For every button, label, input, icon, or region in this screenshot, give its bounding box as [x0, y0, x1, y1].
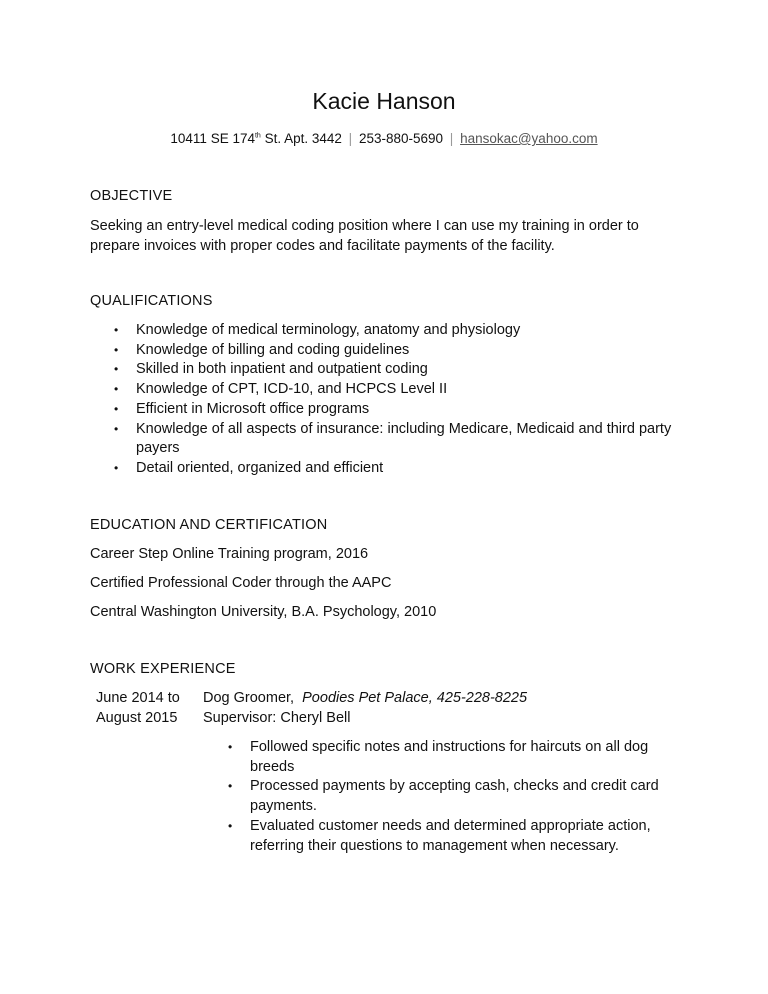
list-item	[114, 380, 676, 400]
education-line: Career Step Online Training program, 2016	[90, 546, 369, 562]
bullet-icon: •	[114, 342, 119, 357]
bullet-icon: •	[114, 421, 119, 436]
list-item	[114, 321, 676, 341]
list-item	[228, 777, 680, 816]
employer: Poodies Pet Palace, 425-228-8225	[302, 690, 528, 706]
date-end: August 2015	[96, 710, 178, 726]
bullet-icon: •	[114, 362, 119, 377]
list-item-text: Knowledge of billing and coding guidelines	[136, 341, 410, 358]
date-start: June 2014 to	[96, 690, 180, 706]
email-link[interactable]: hansokac@yahoo.com	[460, 131, 598, 146]
list-item-text: Knowledge of all aspects of insurance: including Medicare, Medicaid and third party payers	[136, 420, 672, 457]
list-item-text: Efficient in Microsoft office programs	[136, 400, 370, 417]
list-item-text: Knowledge of medical terminology, anatomy and physiology	[136, 322, 521, 338]
qualifications-heading: QUALIFICATIONS	[90, 293, 213, 309]
bullet-icon: •	[228, 779, 233, 794]
page-title: Kacie Hanson	[312, 88, 456, 114]
list-item	[114, 459, 676, 479]
list-item	[114, 420, 676, 459]
objective-text: Seeking an entry-level medical coding position where I can use my training in order to prepare invoices with proper codes and facilitate payments of the facility.	[90, 218, 639, 254]
phone: 253-880-5690	[358, 131, 444, 146]
list-item	[114, 341, 676, 361]
list-item-text: Processed payments by accepting cash, checks and credit card payments.	[250, 778, 659, 815]
contact-line	[0, 131, 768, 146]
separator: |	[449, 131, 454, 146]
education-heading: EDUCATION AND CERTIFICATION	[90, 517, 328, 533]
bullet-icon: •	[228, 740, 233, 754]
job-title-line	[203, 690, 527, 706]
list-item	[228, 817, 680, 856]
bullet-icon: •	[114, 401, 119, 416]
address-ordinal: th	[254, 132, 261, 140]
bullet-icon: •	[114, 323, 119, 337]
list-item-text: Followed specific notes and instructions for haircuts on all dog breeds	[250, 739, 649, 775]
list-item-text: Evaluated customer needs and determined appropriate action, referring their questions to management when necessary.	[250, 817, 651, 854]
list-item	[114, 360, 676, 380]
objective-heading: OBJECTIVE	[90, 188, 173, 204]
list-item-text: Knowledge of CPT, ICD-10, and HCPCS Level II	[136, 381, 448, 398]
list-item	[228, 738, 680, 777]
list-item-text: Detail oriented, organized and efficient	[136, 459, 384, 476]
address-street: St. Apt. 3442	[260, 131, 342, 146]
job-title: Dog Groomer,	[203, 690, 295, 706]
bullet-icon: •	[114, 382, 119, 397]
list-item-text: Skilled in both inpatient and outpatient coding	[136, 361, 428, 378]
qualifications-list	[114, 321, 676, 479]
work-heading: WORK EXPERIENCE	[90, 661, 236, 677]
bullet-icon: •	[114, 460, 119, 475]
bullet-icon: •	[228, 818, 233, 833]
education-line: Central Washington University, B.A. Psychology, 2010	[90, 604, 437, 620]
list-item	[114, 400, 676, 420]
address-street-number: 10411 SE 174	[170, 131, 255, 146]
education-line: Certified Professional Coder through the AAPC	[90, 575, 392, 591]
supervisor: Supervisor: Cheryl Bell	[203, 710, 351, 726]
work-duties-list	[228, 738, 680, 856]
separator: |	[348, 131, 353, 146]
address	[170, 131, 341, 146]
